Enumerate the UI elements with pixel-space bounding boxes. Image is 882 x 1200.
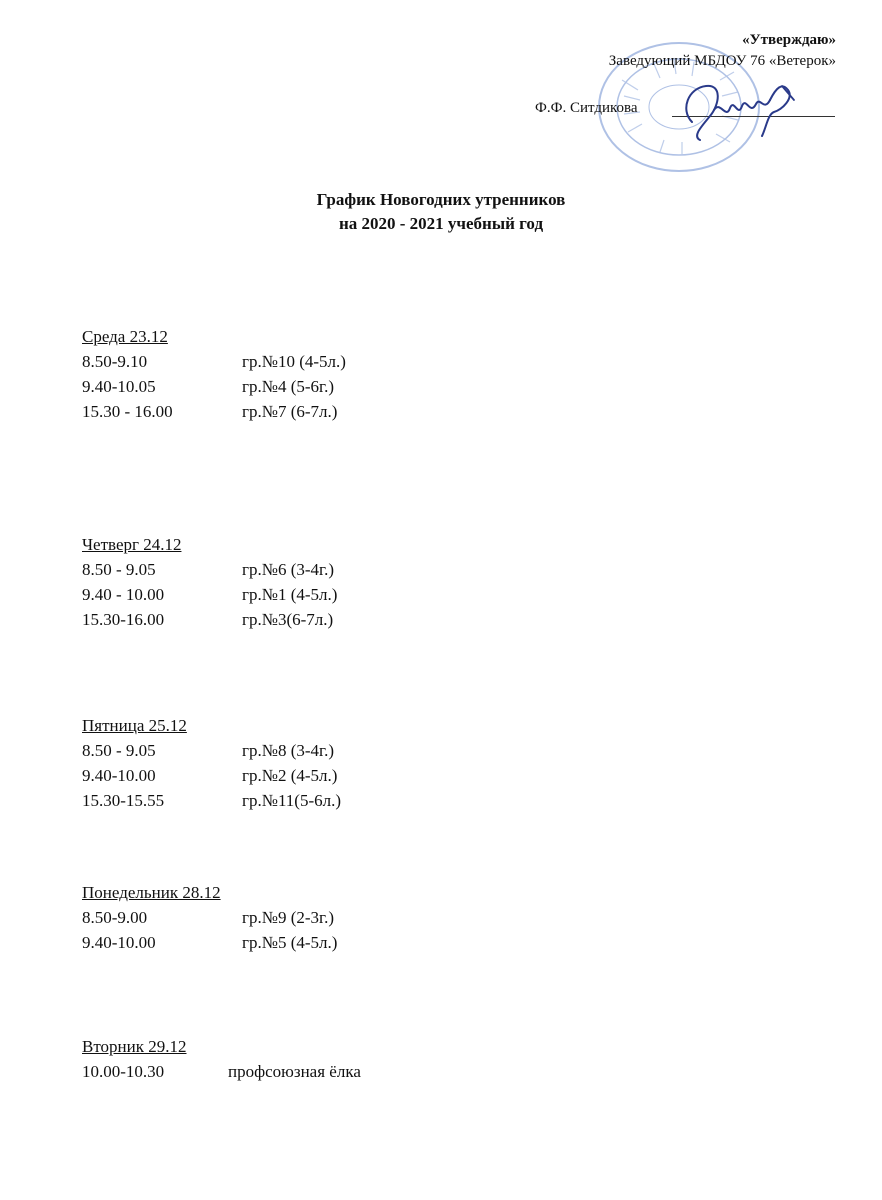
title-line-1: График Новогодних утренников bbox=[316, 190, 566, 209]
slot-group: гр.№4 (5-6г.) bbox=[242, 377, 334, 396]
handwritten-signature-icon bbox=[670, 70, 810, 150]
approval-title: «Утверждаю» bbox=[742, 32, 836, 48]
slot-group: гр.№8 (3-4г.) bbox=[242, 741, 334, 760]
schedule-slot bbox=[82, 399, 346, 424]
schedule-day-thursday bbox=[82, 532, 337, 632]
day-heading: Пятница 25.12 bbox=[82, 716, 187, 735]
slot-time: 9.40-10.05 bbox=[82, 377, 156, 396]
title-line-2: на 2020 - 2021 учебный год bbox=[338, 214, 544, 233]
slot-group: гр.№9 (2-3г.) bbox=[242, 908, 334, 927]
schedule-slot bbox=[82, 607, 337, 632]
approval-block bbox=[609, 30, 836, 72]
slot-time: 9.40 - 10.00 bbox=[82, 585, 165, 604]
day-heading: Вторник 29.12 bbox=[82, 1037, 187, 1056]
slot-time: 8.50 - 9.05 bbox=[82, 560, 156, 579]
schedule-slot bbox=[82, 930, 337, 955]
slot-time: 9.40-10.00 bbox=[82, 766, 156, 785]
schedule-slot bbox=[82, 905, 337, 930]
schedule-day-tuesday bbox=[82, 1034, 361, 1084]
slot-group: профсоюзная ёлка bbox=[228, 1062, 361, 1081]
slot-time: 10.00-10.30 bbox=[82, 1062, 165, 1081]
slot-time: 8.50-9.10 bbox=[82, 352, 148, 371]
slot-time: 15.30 - 16.00 bbox=[82, 402, 173, 421]
schedule-slot bbox=[82, 349, 346, 374]
schedule-day-friday bbox=[82, 713, 341, 813]
day-heading: Среда 23.12 bbox=[82, 327, 168, 346]
day-heading: Четверг 24.12 bbox=[82, 535, 182, 554]
schedule-slot bbox=[82, 763, 341, 788]
slot-time: 9.40-10.00 bbox=[82, 933, 156, 952]
slot-time: 15.30-16.00 bbox=[82, 610, 165, 629]
slot-group: гр.№10 (4-5л.) bbox=[242, 352, 346, 371]
schedule-slot bbox=[82, 374, 346, 399]
signer-name: Ф.Ф. Ситдикова bbox=[535, 100, 638, 116]
slot-time: 8.50 - 9.05 bbox=[82, 741, 156, 760]
schedule-slot bbox=[82, 1059, 361, 1084]
slot-group: гр.№11(5-6л.) bbox=[242, 791, 342, 810]
slot-group: гр.№5 (4-5л.) bbox=[242, 933, 338, 952]
slot-group: гр.№2 (4-5л.) bbox=[242, 766, 338, 785]
day-heading: Понедельник 28.12 bbox=[82, 883, 221, 902]
slot-time: 8.50-9.00 bbox=[82, 908, 148, 927]
schedule-slot bbox=[82, 788, 341, 813]
schedule-slot bbox=[82, 557, 337, 582]
slot-group: гр.№6 (3-4г.) bbox=[242, 560, 334, 579]
slot-group: гр.№3(6-7л.) bbox=[242, 610, 334, 629]
schedule-slot bbox=[82, 582, 337, 607]
document-title bbox=[0, 188, 882, 236]
slot-time: 15.30-15.55 bbox=[82, 791, 165, 810]
schedule-day-wednesday bbox=[82, 324, 346, 424]
slot-group: гр.№7 (6-7л.) bbox=[242, 402, 338, 421]
schedule-day-monday bbox=[82, 880, 337, 955]
schedule-slot bbox=[82, 738, 341, 763]
approval-position: Заведующий МБДОУ 76 «Ветерок» bbox=[608, 53, 836, 69]
slot-group: гр.№1 (4-5л.) bbox=[242, 585, 338, 604]
